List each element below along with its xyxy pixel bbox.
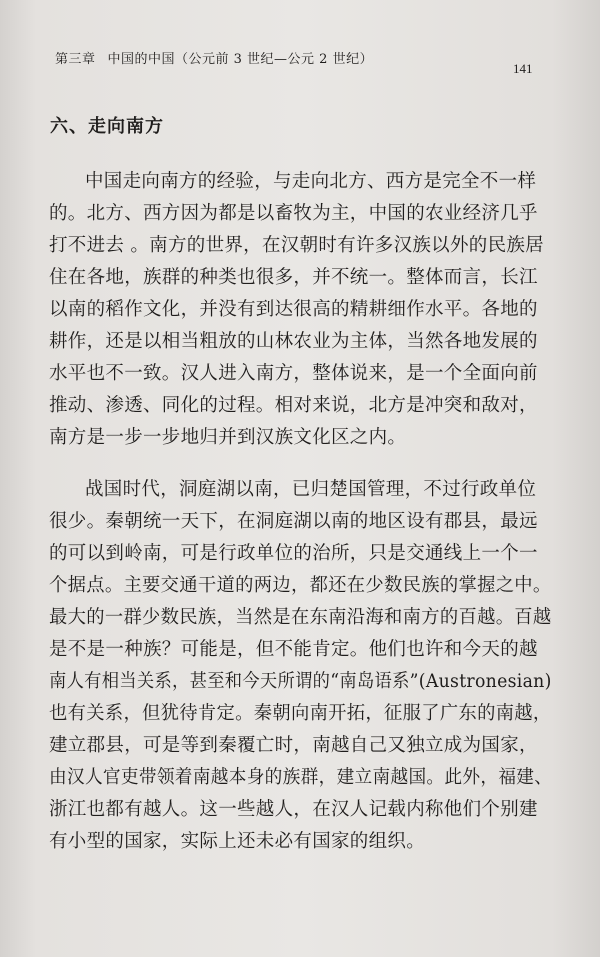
running-head	[55, 48, 373, 67]
body-line: 耕作，还是以相当粗放的山林农业为主体，当然各地发展的	[49, 331, 538, 352]
body-line: 水平也不一致。汉人进入南方，整体说来，是一个全面向前	[49, 363, 538, 384]
body-line: 住在各地，族群的种类也很多，并不统一。整体而言，长江	[49, 267, 538, 288]
body-line: 最大的一群少数民族，当然是在东南沿海和南方的百越。百越	[49, 607, 552, 628]
body-line: 有小型的国家，实际上还未必有国家的组织。	[49, 831, 426, 852]
body-line: 南方是一步一步地归并到汉族文化区之内。	[49, 427, 407, 448]
body-line: 建立郡县，可是等到秦覆亡时，南越自己又独立成为国家，	[49, 735, 538, 756]
body-line: 推动、渗透、同化的过程。相对来说，北方是冲突和敌对，	[49, 395, 538, 416]
body-line: 中国走向南方的经验，与走向北方、西方是完全不一样	[85, 171, 537, 192]
body-line: 的。北方、西方因为都是以畜牧为主，中国的农业经济几乎	[49, 203, 538, 224]
body-line: 是不是一种族？可能是，但不能肯定。他们也许和今天的越	[49, 639, 538, 660]
body-line: 浙江也都有越人。这一些越人，在汉人记载内称他们个别建	[49, 799, 538, 820]
section-heading: 六、走向南方	[50, 116, 164, 137]
page-number: 141	[513, 61, 533, 76]
body-line: 战国时代，洞庭湖以南，已归楚国管理，不过行政单位	[85, 479, 537, 500]
body-line: 的可以到岭南，可是行政单位的治所，只是交通线上一个一	[49, 543, 538, 564]
body-line: 个据点。主要交通干道的两边，都还在少数民族的掌握之中。	[49, 575, 552, 596]
body-line: 由汉人官吏带领着南越本身的族群，建立南越国。此外，福建、	[49, 767, 553, 788]
chapter-label: 第三章	[55, 52, 96, 67]
body-line: 南人有相当关系，甚至和今天所谓的“南岛语系”(Austronesian)	[49, 671, 552, 692]
body-line: 以南的稻作文化，并没有到达很高的精耕细作水平。各地的	[49, 299, 538, 320]
body-line: 打不进去 。南方的世界，在汉朝时有许多汉族以外的民族居	[49, 235, 544, 256]
chapter-title: 中国的中国（公元前 3 世纪—公元 2 世纪）	[107, 52, 374, 67]
body-line: 也有关系，但犹待肯定。秦朝向南开拓，征服了广东的南越，	[49, 703, 552, 724]
body-line: 很少。秦朝统一天下，在洞庭湖以南的地区设有郡县，最远	[49, 511, 538, 532]
